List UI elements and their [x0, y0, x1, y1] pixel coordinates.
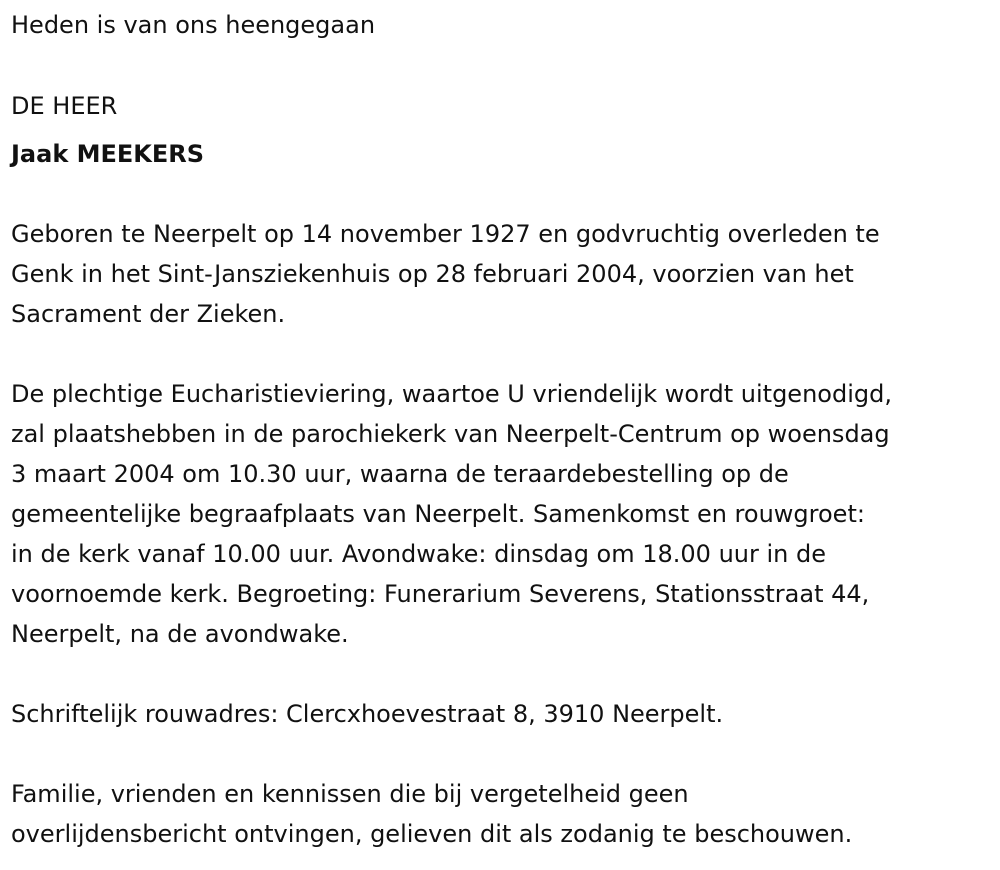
closing-line: Familie, vrienden en kennissen die bij vergetelheid geen [11, 780, 689, 808]
birth-line: Genk in het Sint-Jansziekenhuis op 28 februari 2004, voorzien van het [11, 260, 854, 288]
birth-line: Geboren te Neerpelt op 14 november 1927 en godvruchtig overleden te [11, 220, 880, 248]
ceremony-line: voornoemde kerk. Begroeting: Funerarium Severens, Stationsstraat 44, [11, 580, 870, 608]
intro-text: Heden is van ons heengegaan [11, 11, 376, 39]
ceremony-line: 3 maart 2004 om 10.30 uur, waarna de teraardebestelling op de [11, 460, 789, 488]
ceremony-line: zal plaatshebben in de parochiekerk van Neerpelt-Centrum op woensdag [11, 420, 890, 448]
deceased-name: Jaak MEEKERS [11, 140, 205, 168]
ceremony-line: in de kerk vanaf 10.00 uur. Avondwake: dinsdag om 18.00 uur in de [11, 540, 827, 568]
ceremony-line: gemeentelijke begraafplaats van Neerpelt. Samenkomst en rouwgroet: [11, 500, 865, 528]
ceremony-line: De plechtige Eucharistieviering, waartoe U vriendelijk wordt uitgenodigd, [11, 380, 892, 408]
mourning-address: Schriftelijk rouwadres: Clercxhoevestraat 8, 3910 Neerpelt. [11, 700, 724, 728]
honorific: DE HEER [11, 92, 118, 120]
closing-line: overlijdensbericht ontvingen, gelieven dit als zodanig te beschouwen. [11, 820, 853, 848]
ceremony-line: Neerpelt, na de avondwake. [11, 620, 349, 648]
birth-line: Sacrament der Zieken. [11, 300, 286, 328]
